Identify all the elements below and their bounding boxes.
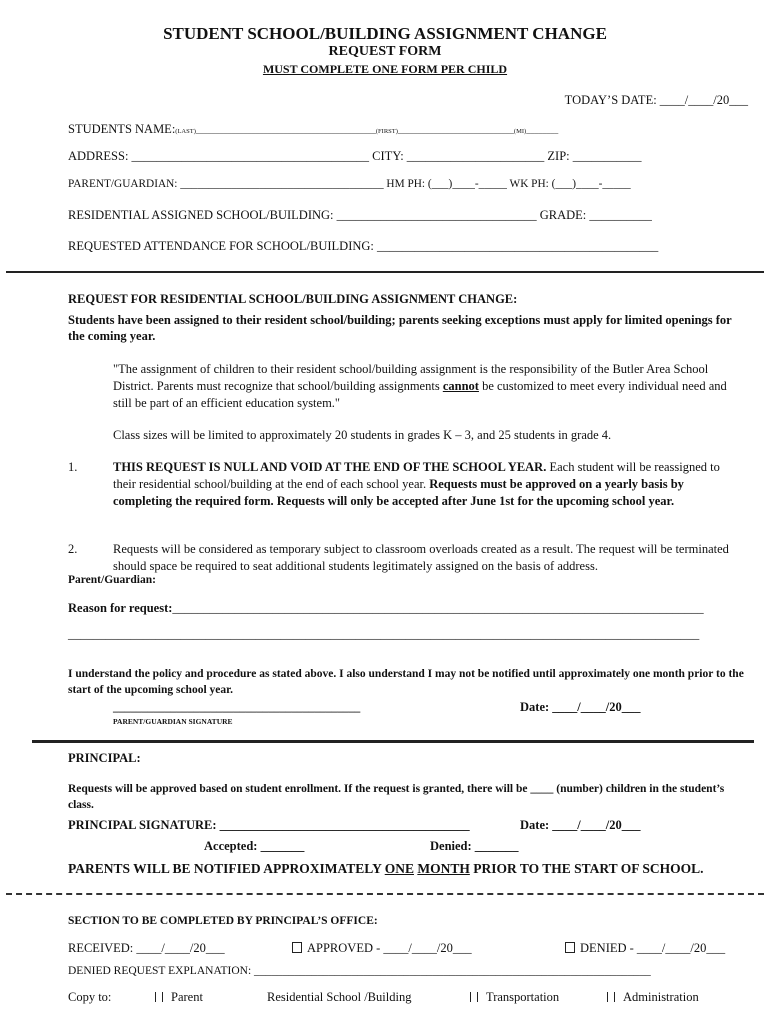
principal-signature-field[interactable]: PRINCIPAL SIGNATURE: ________________________________________ (68, 818, 470, 832)
copy-residential-option[interactable]: Residential School /Building (267, 990, 412, 1004)
item-2-text: Requests will be considered as temporary subject to classroom overloads created as a result. The request will be terminated should space be required to seat additional students legitimately assigned on the basis of address. (113, 542, 729, 573)
requested-school-field[interactable]: REQUESTED ATTENDANCE FOR SCHOOL/BUILDING: _____________________________________________ (68, 239, 659, 253)
copy-administration-checkbox[interactable] (607, 992, 615, 1002)
last-name-label: (LAST) (175, 128, 196, 135)
copy-transportation-checkbox[interactable] (470, 992, 478, 1002)
item-1-text: THIS REQUEST IS NULL AND VOID AT THE END OF THE SCHOOL YEAR. Each student will be reassigned to their residential school/building at the end of each school year. Requests must be approved on a yearly basis by completing the required form. Requests will only be accepted after June 1st for the upcoming school year. (113, 460, 720, 508)
principal-approval-text: Requests will be approved based on student enrollment. If the request is granted, there will be ____ (number) children in the student’s class. (68, 783, 725, 811)
form-instruction: MUST COMPLETE ONE FORM PER CHILD (262, 62, 508, 76)
copy-parent-option[interactable]: Parent (155, 990, 203, 1005)
student-name-label: STUDENTS NAME: (68, 122, 176, 136)
parent-signature-label: PARENT/GUARDIAN SIGNATURE (113, 717, 233, 726)
received-field[interactable]: RECEIVED: ____/____/20___ (68, 941, 225, 955)
denied-checkbox[interactable] (565, 942, 575, 953)
section-divider (6, 271, 764, 273)
denied-label: DENIED - ____/____/20___ (580, 941, 726, 955)
office-section-heading: SECTION TO BE COMPLETED BY PRINCIPAL’S OFFICE: (68, 915, 378, 927)
request-intro: Students have been assigned to their resident school/building; parents seeking exceptions must apply for limited openings for the coming year. (68, 313, 732, 343)
cut-line (6, 893, 764, 895)
understanding-statement: I understand the policy and procedure as stated above. I also understand I may not be notified until approximately one month prior to the start of the upcoming school year. (68, 668, 744, 696)
address-field[interactable]: ADDRESS: ______________________________________ CITY: ______________________ ZIP: ___________ (68, 149, 642, 163)
principal-heading: PRINCIPAL: (68, 751, 141, 765)
principal-date-field[interactable]: Date: ____/____/20___ (520, 818, 641, 832)
request-section-heading: REQUEST FOR RESIDENTIAL SCHOOL/BUILDING ASSIGNMENT CHANGE: (68, 292, 518, 306)
parent-guardian-label: Parent/Guardian: (68, 574, 156, 586)
reason-line-2[interactable]: _____________________________________________________________________________________________________ (68, 627, 700, 641)
approved-checkbox[interactable] (292, 942, 302, 953)
item-2-number: 2. (68, 542, 78, 556)
parent-notification-notice: PARENTS WILL BE NOTIFIED APPROXIMATELY ONE MONTH PRIOR TO THE START OF SCHOOL. (68, 861, 704, 876)
copy-administration-option[interactable]: Administration (607, 990, 699, 1005)
approved-label: APPROVED - ____/____/20___ (307, 941, 472, 955)
parent-guardian-field[interactable]: PARENT/GUARDIAN: ____________________________________ HM PH: (___)____-_____ WK PH: (___)____-_____ (68, 178, 631, 190)
approved-option[interactable] (292, 941, 472, 956)
copy-transportation-option[interactable]: Transportation (470, 990, 559, 1005)
form-title: STUDENT SCHOOL/BUILDING ASSIGNMENT CHANGE (163, 24, 607, 43)
todays-date-field[interactable]: TODAY’S DATE: ____/____/20___ (564, 93, 748, 107)
denied-option[interactable] (565, 941, 725, 956)
residential-school-field[interactable]: RESIDENTIAL ASSIGNED SCHOOL/BUILDING: ________________________________ GRADE: __________ (68, 208, 652, 222)
denied-explanation-field[interactable]: DENIED REQUEST EXPLANATION: _____________________________________________________________________ (68, 965, 651, 977)
reason-label: Reason for request: (68, 601, 173, 615)
middle-initial-label: (MI) (513, 128, 527, 135)
cannot-emphasis: cannot (442, 379, 479, 393)
accepted-field[interactable]: Accepted: _______ (204, 839, 305, 853)
reason-blank[interactable]: _____________________________________________________________________________________ (172, 601, 704, 615)
reason-field[interactable] (68, 601, 704, 616)
denied-field[interactable]: Denied: _______ (430, 839, 519, 853)
first-name-label: (FIRST) (375, 128, 398, 135)
student-name-field[interactable] (68, 122, 558, 137)
form-subtitle: REQUEST FORM (328, 44, 442, 59)
middle-initial-blank[interactable]: ________ (526, 126, 559, 135)
first-name-blank[interactable]: _____________________________ (397, 126, 514, 135)
district-policy-quote: "The assignment of children to their resident school/building assignment is the responsibility of the Butler Area School District. Parents must recognize that school/building assignments cannot be customized to meet every individual need and still be part of an efficient education system." (113, 362, 727, 410)
principal-divider (32, 740, 754, 743)
parent-signature-date[interactable]: Date: ____/____/20___ (520, 700, 641, 714)
copy-to-label: Copy to: (68, 990, 112, 1004)
copy-parent-checkbox[interactable] (155, 992, 163, 1002)
parent-signature-line[interactable]: ___________________________________________ (113, 702, 361, 714)
class-size-note: Class sizes will be limited to approximately 20 students in grades K – 3, and 25 students in grade 4. (113, 428, 612, 442)
last-name-blank[interactable]: _____________________________________________ (195, 126, 376, 135)
item-1-number: 1. (68, 460, 78, 474)
